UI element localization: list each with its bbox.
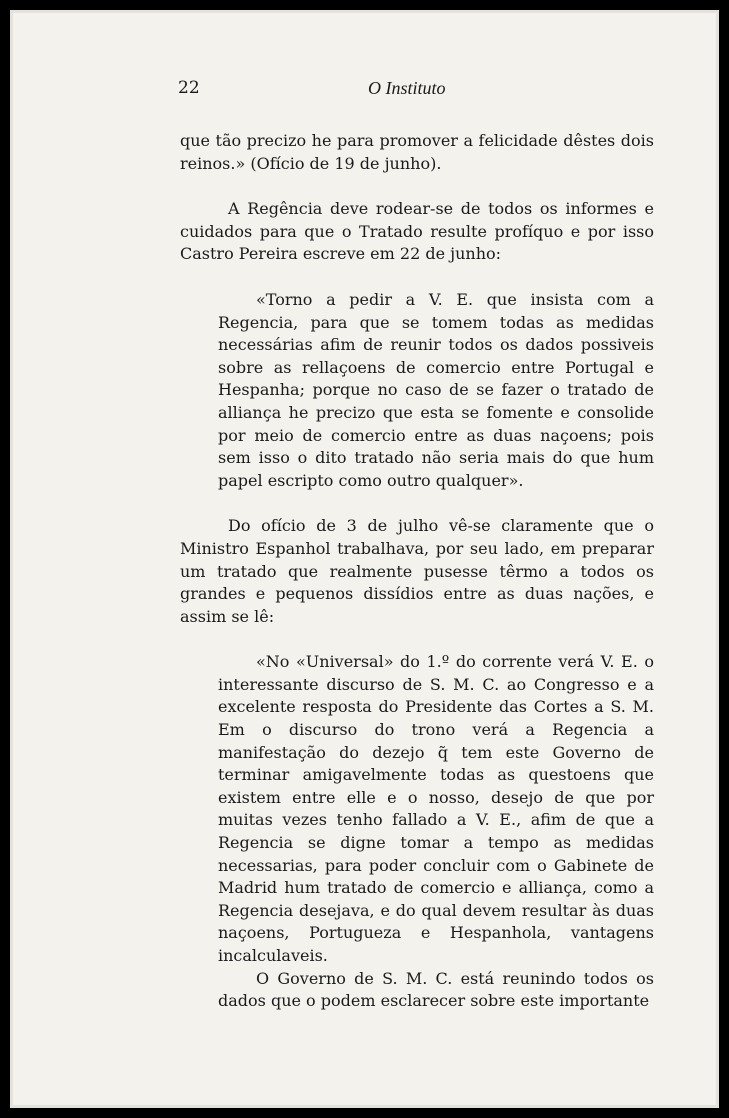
quote-universal: «No «Universal» do 1.º do corrente verá V. E. o interessante discurso de S. M. C. ao Congresso e a excelente resposta do Presidente das Cortes a S. M. Em o discurso do trono verá a Regencia a manifestação do dezejo q̃ tem este Governo de terminar amigavelmente todas as questoens que existem entre elle e o nosso, desejo de que por muitas vezes tenho fallado a V. E., afim de que a Regencia se digne tomar a tempo as medidas necessarias, para poder concluir com o Gabinete de Madrid hum tratado de comercio e alliança, como a Regencia desejava, e do qual devem resultar às duas naçoens, Portugueza e Hespanhola, vantagens incalculaveis. <box>218 652 654 965</box>
quote-governo: O Governo de S. M. C. está reunindo todos os dados que o podem esclarecer sobre este importante <box>218 968 654 1011</box>
paragraph-regencia: A Regência deve rodear-se de todos os informes e cuidados para que o Tratado resulte profíquo e por isso Castro Pereira escreve em 22 de junho: <box>180 199 654 264</box>
page-body <box>180 130 654 1013</box>
quote-castro-pereira: «Torno a pedir a V. E. que insista com a Regencia, para que se tomem todas as medidas necessárias afim de reunir todos os dados possiveis sobre as rellaçoens de comercio entre Portugal e Hespanha; porque no caso de se fazer o tratado de alliança he precizo que esta se fomente e consolide por meio de comercio entre as duas naçoens; pois sem isso o dito tratado não seria mais do que hum papel escripto como outro qualquer». <box>218 289 654 490</box>
running-title: O Instituto <box>368 78 446 98</box>
paragraph-continuation: que tão precizo he para promover a felicidade dêstes dois reinos.» (Ofício de 19 de junho). <box>180 131 654 173</box>
page-number: 22 <box>178 78 200 98</box>
page-header <box>178 78 655 102</box>
paragraph-oficio-julho: Do ofício de 3 de julho vê-se claramente que o Ministro Espanhol trabalhava, por seu lado, em preparar um tratado que realmente pusesse têrmo a todos os grandes e pequenos dissídios entre as duas nações, e assim se lê: <box>180 516 654 626</box>
